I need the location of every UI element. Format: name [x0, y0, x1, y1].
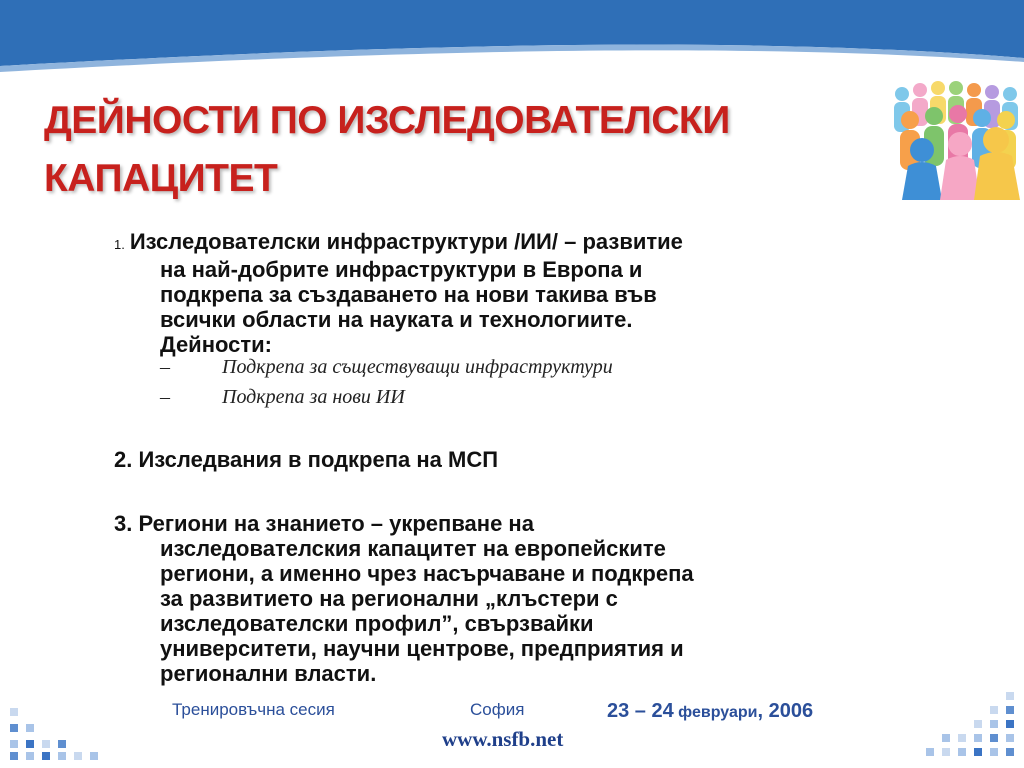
footer-url[interactable]: www.nsfb.net	[442, 727, 564, 751]
item-3-line-7: регионални власти.	[160, 661, 377, 686]
item-3-line-5: изследователски профил”, свързвайки	[160, 611, 594, 636]
dot-pattern-icon	[916, 690, 1020, 762]
list-item-research-infrastructures	[114, 229, 914, 357]
item-1-line-5: Дейности:	[160, 332, 272, 357]
item-3-line-6: университети, научни центрове, предприятия и	[160, 636, 684, 661]
item-3-line-2: изследователския капацитет на европейските	[160, 536, 666, 561]
item-3-line-4: за развитието на регионални „клъстери с	[160, 586, 618, 611]
list-item-regions-of-knowledge	[114, 511, 914, 686]
footer-date-year: , 2006	[757, 700, 814, 722]
slide-title-line-1: ДЕЙНОСТИ ПО ИЗСЛЕДОВАТЕЛСКИ	[44, 99, 730, 142]
item-1-line-3: подкрепа за създаването на нови такива във	[160, 282, 657, 307]
sub-item-text: Подкрепа за съществуващи инфраструктури	[222, 356, 613, 378]
item-3-line-1: 3. Региони на знанието – укрепване на	[114, 511, 534, 536]
footer-date	[607, 700, 813, 723]
item-1-line-4: всички области на науката и технологиите.	[160, 307, 633, 332]
item-3-line-3: региони, а именно чрез насърчаване и подкрепа	[160, 561, 694, 586]
footer-date-days: 23 – 24	[607, 700, 674, 722]
footer-session: Тренировъчна сесия	[172, 700, 335, 719]
list-item-sme-research	[114, 447, 914, 472]
dash-bullet: –	[160, 356, 170, 378]
item-1-line-2: на най-добрите инфраструктури в Европа и	[160, 257, 643, 282]
slide-title	[44, 92, 864, 208]
item-1-number: 1.	[114, 237, 125, 252]
item-1-text-1: Изследователски инфраструктури /ИИ/ – развитие	[129, 229, 683, 254]
dot-pattern-icon	[8, 706, 108, 762]
item-2-line-1: 2. Изследвания в подкрепа на МСП	[114, 447, 499, 472]
footer-city: София	[470, 700, 525, 719]
people-crowd-icon	[888, 74, 1024, 200]
item-1-line-1	[114, 229, 914, 257]
dash-bullet: –	[160, 386, 170, 408]
sub-item-text: Подкрепа за нови ИИ	[222, 386, 405, 408]
footer-date-month: февруари	[673, 704, 758, 721]
slide-title-line-2: КАПАЦИТЕТ	[44, 157, 278, 200]
